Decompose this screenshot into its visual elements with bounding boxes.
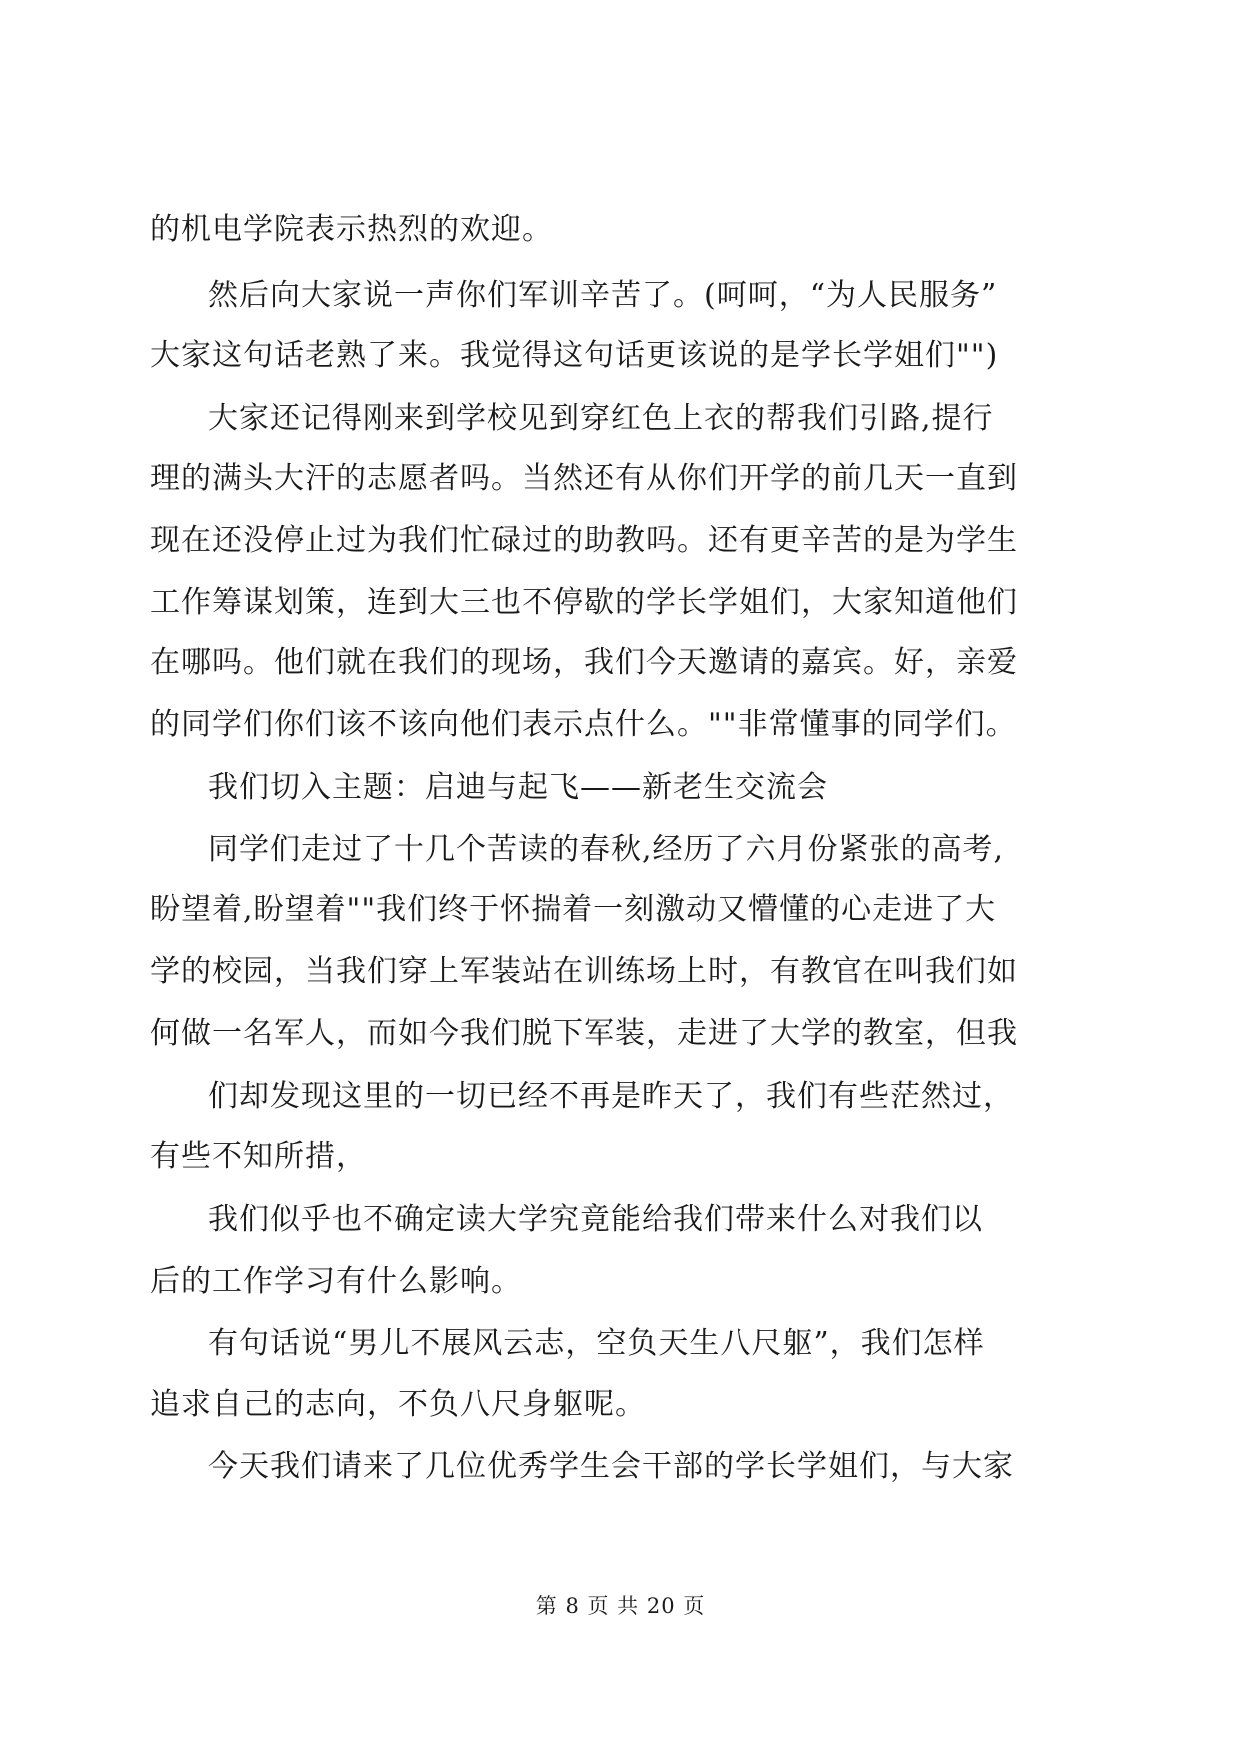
text-line: 后的工作学习有什么影响。 <box>150 1264 522 1299</box>
text-line: 同学们走过了十几个苦读的春秋,经历了六月份紧张的高考, <box>208 832 1005 867</box>
text-line: 的同学们你们该不该向他们表示点什么。""非常懂事的同学们。 <box>150 707 1017 742</box>
text-line: 我们似乎也不确定读大学究竟能给我们带来什么对我们以 <box>208 1202 983 1237</box>
text-line: 们却发现这里的一切已经不再是昨天了，我们有些茫然过， <box>208 1079 1014 1114</box>
text-line: 学的校园，当我们穿上军装站在训练场上时，有教官在叫我们如 <box>150 954 1018 989</box>
text-line: 大家这句话老熟了来。我觉得这句话更该说的是学长学姐们"") <box>150 338 999 373</box>
text-line: 的机电学院表示热烈的欢迎。 <box>150 212 553 247</box>
text-line: 理的满头大汗的志愿者吗。当然还有从你们开学的前几天一直到 <box>150 461 1018 496</box>
text-line: 追求自己的志向，不负八尺身躯呢。 <box>150 1387 646 1422</box>
text-line: 盼望着,盼望着""我们终于怀揣着一刻激动又懵懂的心走进了大 <box>150 892 997 927</box>
text-line: 然后向大家说一声你们军训辛苦了。(呵呵，“为人民服务” <box>208 278 998 313</box>
page-number-footer: 第 8 页 共 20 页 <box>535 1594 706 1618</box>
text-line: 我们切入主题：启迪与起飞——新老生交流会 <box>208 770 828 805</box>
text-line: 有句话说“男儿不展风云志，空负天生八尺躯”，我们怎样 <box>208 1326 985 1361</box>
text-line: 有些不知所措， <box>150 1139 367 1174</box>
text-line: 现在还没停止过为我们忙碌过的助教吗。还有更辛苦的是为学生 <box>150 523 1018 558</box>
text-line: 工作筹谋划策，连到大三也不停歇的学长学姐们，大家知道他们 <box>150 585 1018 620</box>
text-line: 大家还记得刚来到学校见到穿红色上衣的帮我们引路,提行 <box>208 401 994 436</box>
text-line: 何做一名军人，而如今我们脱下军装，走进了大学的教室，但我 <box>150 1016 1018 1051</box>
text-line: 今天我们请来了几位优秀学生会干部的学长学姐们，与大家 <box>208 1449 1014 1484</box>
text-line: 在哪吗。他们就在我们的现场，我们今天邀请的嘉宾。好，亲爱 <box>150 645 1018 680</box>
